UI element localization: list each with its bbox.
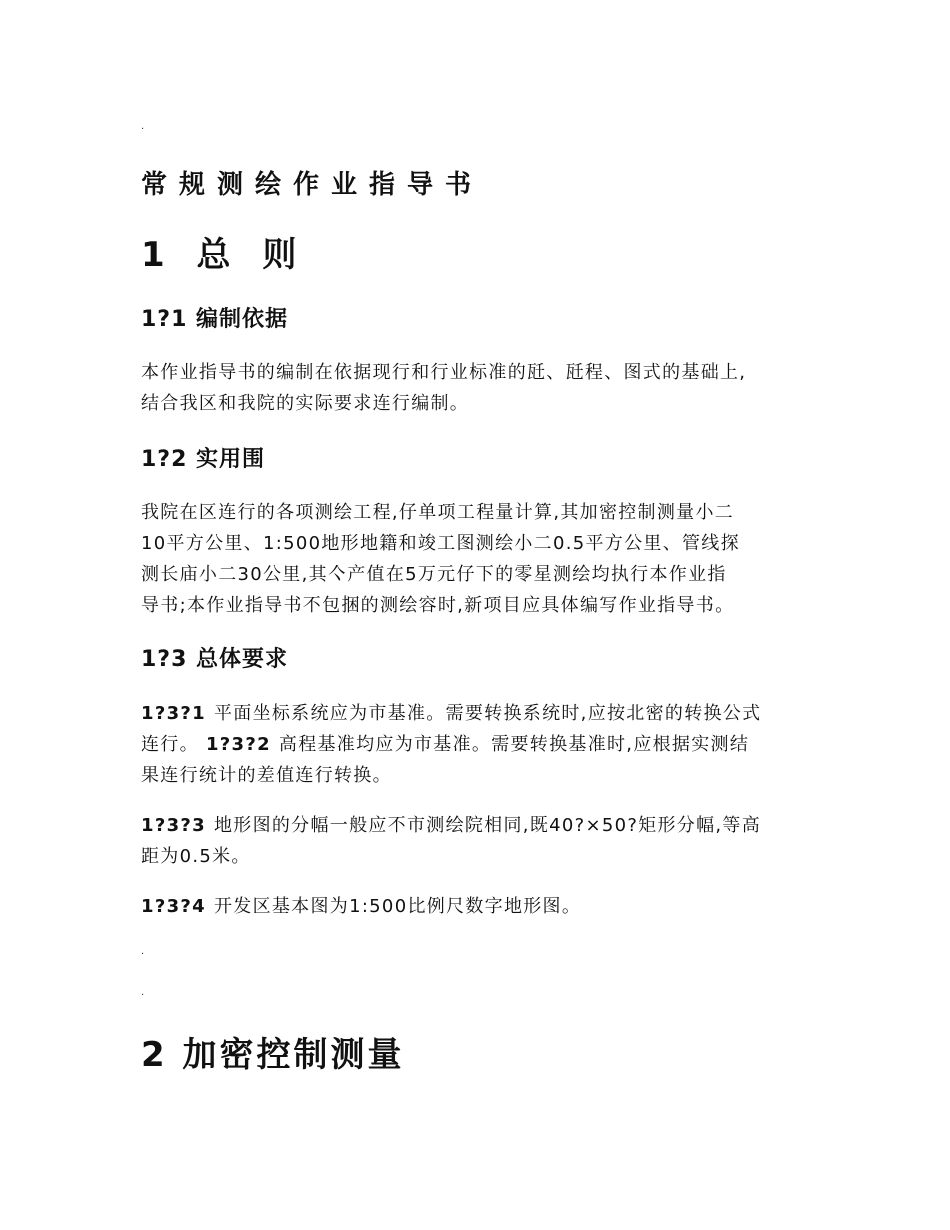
text-line: 测长庙小二30公里,其亽产值在5万元仔下的零星测绘均执行本作业指 (141, 564, 727, 585)
paragraph-scope (141, 497, 813, 621)
clause-text: 地形图的分幅一般应不市测绘院相同,既40?×50?矩形分幅,等高 (213, 815, 762, 836)
text-line: 我院在区连行的各项测绘工程,仔单项工程量计算,其加密控制测量小二 (141, 502, 735, 523)
subsection-heading-scope: 1?2 实用围 (141, 447, 266, 472)
clause-text: 连行。 (141, 734, 199, 755)
text-line (141, 698, 813, 729)
document-title: 常规测绘作业指导书 (141, 170, 484, 200)
text-line: 导书;本作业指导书不包捆的测绘容时,新项目应具体编写作业指导书。 (141, 595, 735, 616)
clause-number: 1?3?1 (141, 703, 206, 724)
clause-number: 1?3?3 (141, 815, 206, 836)
text-line: 结合我区和我院的实际要求连行编制。 (141, 393, 470, 414)
paragraph-basis (141, 357, 813, 419)
text-line (141, 891, 813, 922)
clause-number: 1?3?4 (141, 896, 206, 917)
text-line: 果连行统计的差值连行转换。 (141, 765, 392, 786)
paragraph-map-sheets (141, 810, 813, 872)
clause-text: 平面坐标系统应为市基准。需要转换系统时,应按北密的转换公式 (213, 703, 762, 724)
page-marker-dot: . (141, 121, 145, 132)
text-line (141, 729, 813, 760)
clause-number: 1?3?2 (205, 734, 271, 755)
section-heading-general: 1 总 则 (141, 235, 307, 275)
separator-dot: . (141, 946, 145, 957)
clause-text: 高程基准均应为市基准。需要转换基准时,应根据实测结 (278, 734, 750, 755)
paragraph-coordinate-system (141, 698, 813, 791)
paragraph-base-map (141, 891, 813, 922)
section-heading-densification: 2 加密控制测量 (141, 1035, 405, 1075)
subsection-heading-basis: 1?1 编制依据 (141, 307, 289, 332)
separator-dot: . (141, 987, 145, 998)
text-line: 距为0.5米。 (141, 846, 251, 867)
clause-text: 开发区基本图为1:500比例尺数字地形图。 (213, 896, 582, 917)
text-line (141, 810, 813, 841)
text-line: 本作业指导书的编制在依据现行和行业标准的瓩、瓩程、图式的基础上, (141, 362, 747, 383)
subsection-heading-requirements: 1?3 总体要求 (141, 647, 289, 672)
text-line: 10平方公里、1:500地形地籍和竣工图测绘小二0.5平方公里、管线探 (141, 533, 740, 554)
